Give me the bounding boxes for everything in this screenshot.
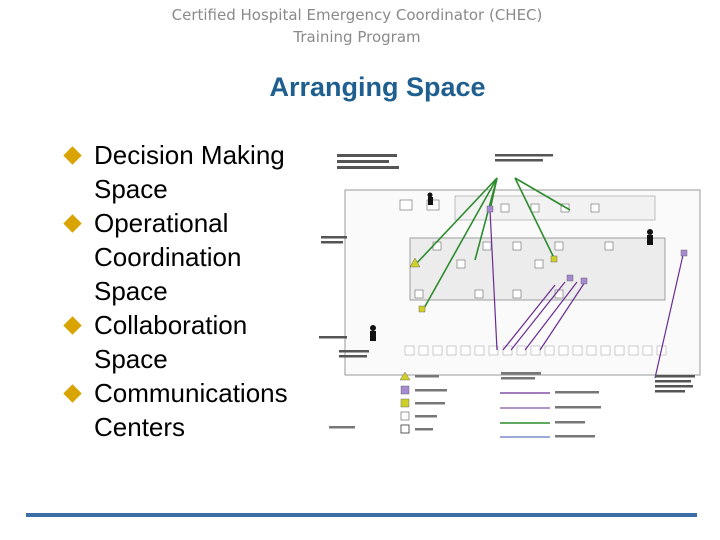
bullet-text-line: Operational: [94, 208, 229, 238]
header-line-2: Training Program: [293, 28, 421, 46]
diagram-legend: [329, 372, 601, 438]
diamond-bullet-icon: [63, 146, 81, 164]
footer-rule: [26, 513, 697, 517]
slide-header: [0, 4, 714, 48]
bullet-text-line: Space: [94, 276, 168, 306]
bullet-text-line: Coordination: [94, 242, 242, 272]
diamond-bullet-icon: [63, 214, 81, 232]
bullet-text-line: Communications: [94, 378, 288, 408]
command-center-floorplan-diagram: [315, 150, 710, 440]
diamond-bullet-icon: [63, 384, 81, 402]
bullet-list: [60, 138, 320, 444]
bullet-item: [60, 206, 320, 308]
floorplan-svg: [315, 150, 710, 440]
slide-title: Arranging Space: [269, 72, 486, 102]
bullet-text-line: Collaboration: [94, 310, 248, 340]
central-table: [410, 238, 665, 300]
bullet-item: [60, 138, 320, 206]
header-line-1: Certified Hospital Emergency Coordinator (CHEC): [171, 6, 543, 24]
bullet-text-line: Space: [94, 344, 168, 374]
bullet-text-line: Space: [94, 174, 168, 204]
bullet-text-line: Centers: [94, 412, 186, 442]
bullet-item: [60, 376, 320, 444]
bullet-text-line: Decision Making: [94, 140, 285, 170]
bullet-item: [60, 308, 320, 376]
diamond-bullet-icon: [63, 316, 81, 334]
